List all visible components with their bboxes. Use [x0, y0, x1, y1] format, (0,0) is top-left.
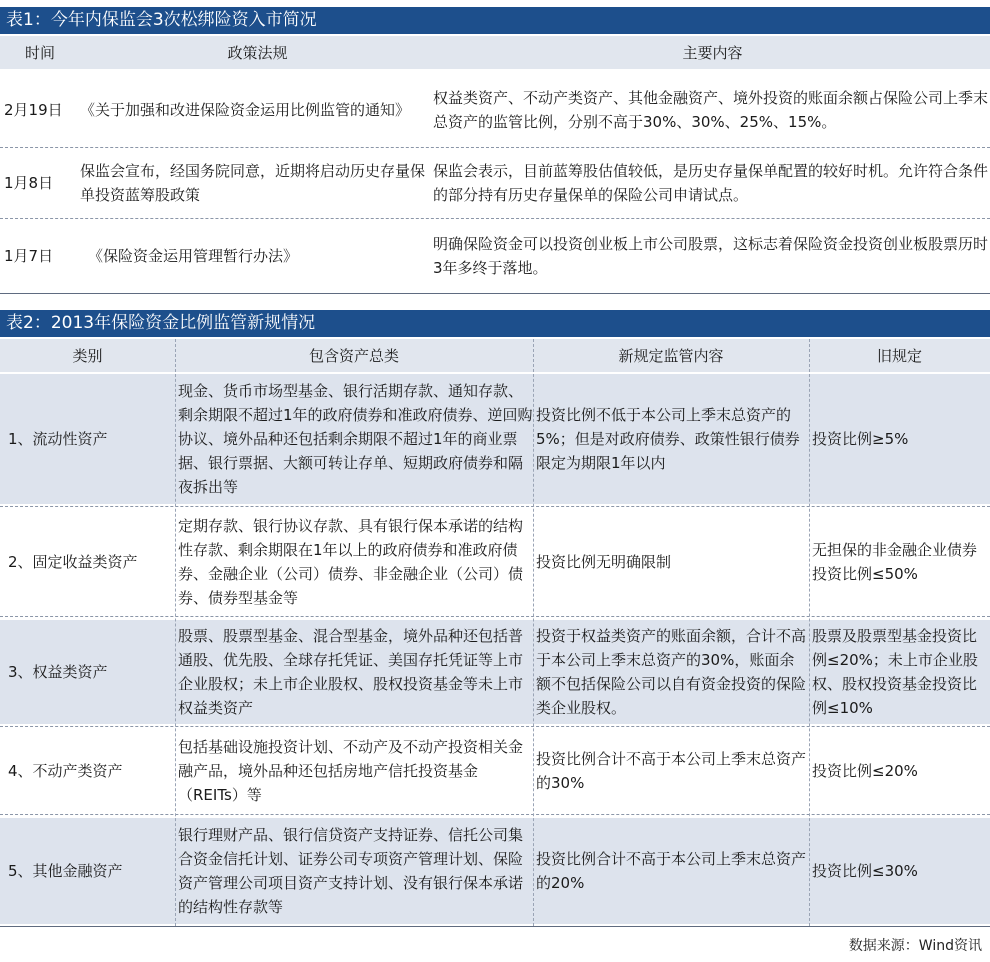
table1-time: 2月19日	[4, 101, 63, 119]
table2-bottom-border	[0, 926, 990, 927]
table2-category: 5、其他金融资产	[8, 862, 123, 880]
table2-header-assets: 包含资产总类	[308, 346, 399, 365]
table1-time: 1月7日	[4, 247, 54, 265]
table2-assets: 定期存款、银行协议存款、具有银行保本承诺的结构性存款、剩余期限在1年以上的政府债券和准政府债券、金融企业（公司）债券、非金融企业（公司）债券、债券型基金等	[178, 517, 524, 607]
row-divider	[0, 726, 990, 727]
table1-content: 保监会表示，目前蓝筹股估值较低，是历史存量保单配置的较好时机。允许符合条件的部分持有历史存量保单的保险公司申请试点。	[433, 162, 989, 204]
row-divider	[0, 147, 990, 148]
table2-row	[0, 818, 990, 924]
table1-row	[0, 222, 990, 290]
row-divider	[0, 506, 990, 507]
table1-policy: 《保险资金运用管理暂行办法》	[88, 247, 299, 265]
table2-category: 4、不动产类资产	[8, 762, 123, 780]
table1-title: 表1：今年内保监会3次松绑险资入市简况	[0, 7, 990, 34]
table1-header-time: 时间	[24, 43, 55, 62]
table2-old-rule: 投资比例≤30%	[812, 862, 918, 880]
column-divider	[533, 339, 534, 926]
table2-row	[0, 730, 990, 812]
table2-old-rule: 股票及股票型基金投资比例≤20%；未上市企业股权、股权投资基金投资比例≤10%	[812, 627, 978, 717]
row-divider	[0, 616, 990, 617]
table2-header-category: 类别	[72, 346, 103, 365]
table2-row	[0, 374, 990, 504]
column-divider	[175, 339, 176, 926]
table2-new-rule: 投资比例不低于本公司上季末总资产的5%；但是对政府债券、政策性银行债券限定为期限1年以内	[536, 406, 800, 472]
table1-policy: 《关于加强和改进保险资金运用比例监管的通知》	[80, 101, 411, 119]
table2-new-rule: 投资比例合计不高于本公司上季末总资产的30%	[536, 750, 807, 792]
table2-old-rule: 投资比例≤20%	[812, 762, 918, 780]
table2-assets: 银行理财产品、银行信贷资产支持证券、信托公司集合资金信托计划、证券公司专项资产管理计划、保险资产管理公司项目资产支持计划、没有银行保本承诺的结构性存款等	[178, 826, 524, 916]
table1-row	[0, 150, 990, 216]
table2-title: 表2：2013年保险资金比例监管新规情况	[0, 310, 990, 337]
table2-assets: 现金、货币市场型基金、银行活期存款、通知存款、剩余期限不超过1年的政府债券和准政府债券、逆回购协议、境外品种还包括剩余期限不超过1年的商业票据、银行票据、大额可转让存单、短期政府债券和隔夜拆出等	[178, 382, 533, 496]
table2-row	[0, 620, 990, 724]
column-divider	[809, 339, 810, 926]
table1-time: 1月8日	[4, 174, 54, 192]
table2-old-rule: 投资比例≥5%	[812, 430, 909, 448]
table2-header-old-rule: 旧规定	[876, 346, 922, 365]
table2-row	[0, 510, 990, 614]
data-source-note: 数据来源：Wind资讯	[848, 938, 982, 954]
table2-assets: 股票、股票型基金、混合型基金，境外品种还包括普通股、优先股、全球存托凭证、美国存托凭证等上市企业股权；未上市企业股权、股权投资基金等未上市权益类资产	[178, 627, 524, 717]
table1-bottom-border	[0, 293, 990, 294]
table2-new-rule: 投资比例无明确限制	[536, 553, 672, 571]
table2-category: 2、固定收益类资产	[8, 553, 138, 571]
table1-policy: 保监会宣布，经国务院同意，近期将启动历史存量保单投资蓝筹股政策	[80, 162, 426, 204]
table1-header-content: 主要内容	[682, 43, 743, 62]
table2-category: 1、流动性资产	[8, 430, 108, 448]
table1-header-policy: 政策法规	[227, 43, 288, 62]
table2-old-rule: 无担保的非金融企业债券投资比例≤50%	[812, 541, 978, 583]
row-divider	[0, 814, 990, 815]
table2-header	[0, 339, 990, 372]
table2-assets: 包括基础设施投资计划、不动产及不动产投资相关金融产品，境外品种还包括房地产信托投资基金（REITs）等	[178, 738, 524, 804]
table2-category: 3、权益类资产	[8, 663, 108, 681]
table1-content: 明确保险资金可以投资创业板上市公司股票，这标志着保险资金投资创业板股票历时3年多终于落地。	[433, 235, 989, 277]
table1-content: 权益类资产、不动产类资产、其他金融资产、境外投资的账面余额占保险公司上季末总资产的监管比例，分别不高于30%、30%、25%、15%。	[433, 89, 989, 131]
table1-row	[0, 75, 990, 145]
table2-new-rule: 投资于权益类资产的账面余额，合计不高于本公司上季末总资产的30%，账面余额不包括保险公司以自有资金投资的保险类企业股权。	[536, 627, 807, 717]
row-divider	[0, 218, 990, 219]
table2-new-rule: 投资比例合计不高于本公司上季末总资产的20%	[536, 850, 807, 892]
table2-header-new-rule: 新规定监管内容	[618, 346, 724, 365]
table1-header	[0, 36, 990, 69]
